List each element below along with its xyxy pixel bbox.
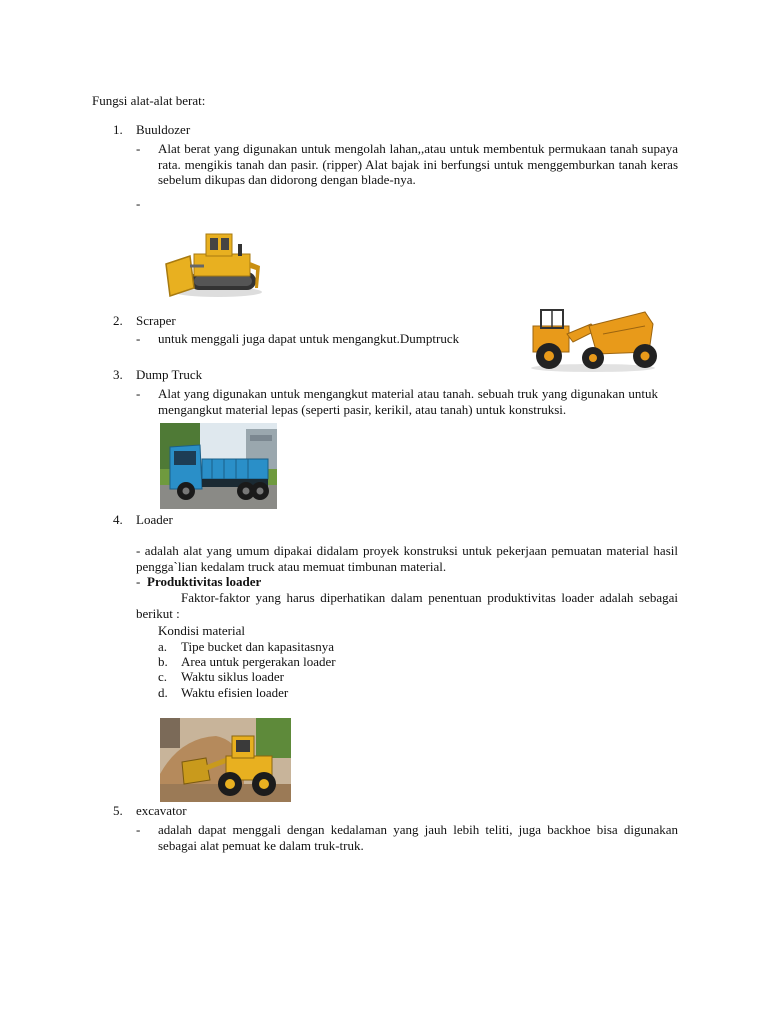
section-2-text: untuk menggali juga dapat untuk mengangkut.Dumptruck bbox=[158, 331, 460, 346]
section-4-paragraph-1: - adalah alat yang umum dipakai didalam proyek konstruksi untuk pekerjaan pemuatan material hasil pengga`lian kedalam truck atau memuat timbunan material. bbox=[136, 543, 678, 574]
section-4-list-heading: Kondisi material bbox=[158, 623, 246, 638]
section-4-number: 4. bbox=[113, 512, 123, 527]
section-3-title: Dump Truck bbox=[136, 367, 203, 382]
list-item-b-text: Area untuk pergerakan loader bbox=[181, 654, 336, 669]
bulldozer-image bbox=[160, 226, 265, 304]
section-4-title: Loader bbox=[136, 512, 173, 527]
list-item-b-marker: b. bbox=[158, 654, 168, 669]
section-5-number: 5. bbox=[113, 803, 123, 818]
list-item-a-text: Tipe bucket dan kapasitasnya bbox=[181, 639, 334, 654]
section-5-bullet: - bbox=[136, 822, 141, 837]
section-4-sub-heading: Produktivitas loader bbox=[147, 574, 262, 589]
section-2-bullet: - bbox=[136, 331, 141, 346]
scraper-image bbox=[527, 304, 660, 374]
section-1-title: Buuldozer bbox=[136, 122, 191, 137]
loader-image bbox=[160, 718, 291, 802]
section-1-empty-bullet: - bbox=[136, 196, 141, 211]
document-heading: Fungsi alat-alat berat: bbox=[92, 93, 206, 108]
section-3-bullet: - bbox=[136, 386, 141, 401]
list-item-a-marker: a. bbox=[158, 639, 168, 654]
section-4-paragraph-2: Faktor-faktor yang harus diperhatikan dalam penentuan produktivitas loader adalah sebagai berikut : bbox=[136, 590, 678, 621]
section-3-text: Alat yang digunakan untuk mengangkut material atau tanah. sebuah truk yang digunakan untuk mengangkut material lepas (seperti pasir, kerikil, atau tanah) untuk konstruksi. bbox=[158, 386, 658, 417]
list-item-c-marker: c. bbox=[158, 669, 168, 684]
dump-truck-image bbox=[160, 423, 277, 509]
section-1-text: Alat berat yang digunakan untuk mengolah lahan,,atau untuk membentuk permukaan tanah supaya rata. mengikis tanah dan pasir. (ripper) Alat bajak ini berfungsi untuk menggemburkan tanah keras sebelum dikupas dan didorong dengan blade-nya. bbox=[158, 141, 678, 187]
section-3-number: 3. bbox=[113, 367, 123, 382]
section-5-title: excavator bbox=[136, 803, 187, 818]
section-2-number: 2. bbox=[113, 313, 123, 328]
list-item-d-marker: d. bbox=[158, 685, 168, 700]
list-item-c-text: Waktu siklus loader bbox=[181, 669, 284, 684]
section-1-number: 1. bbox=[113, 122, 123, 137]
list-item-d-text: Waktu efisien loader bbox=[181, 685, 289, 700]
section-4-sub-dash: - bbox=[136, 574, 141, 589]
section-5-text: adalah dapat menggali dengan kedalaman yang jauh lebih teliti, juga backhoe bisa digunakan sebagai alat pemuat ke dalam truk-truk. bbox=[158, 822, 678, 853]
section-2-title: Scraper bbox=[136, 313, 176, 328]
section-1-bullet: - bbox=[136, 141, 141, 156]
